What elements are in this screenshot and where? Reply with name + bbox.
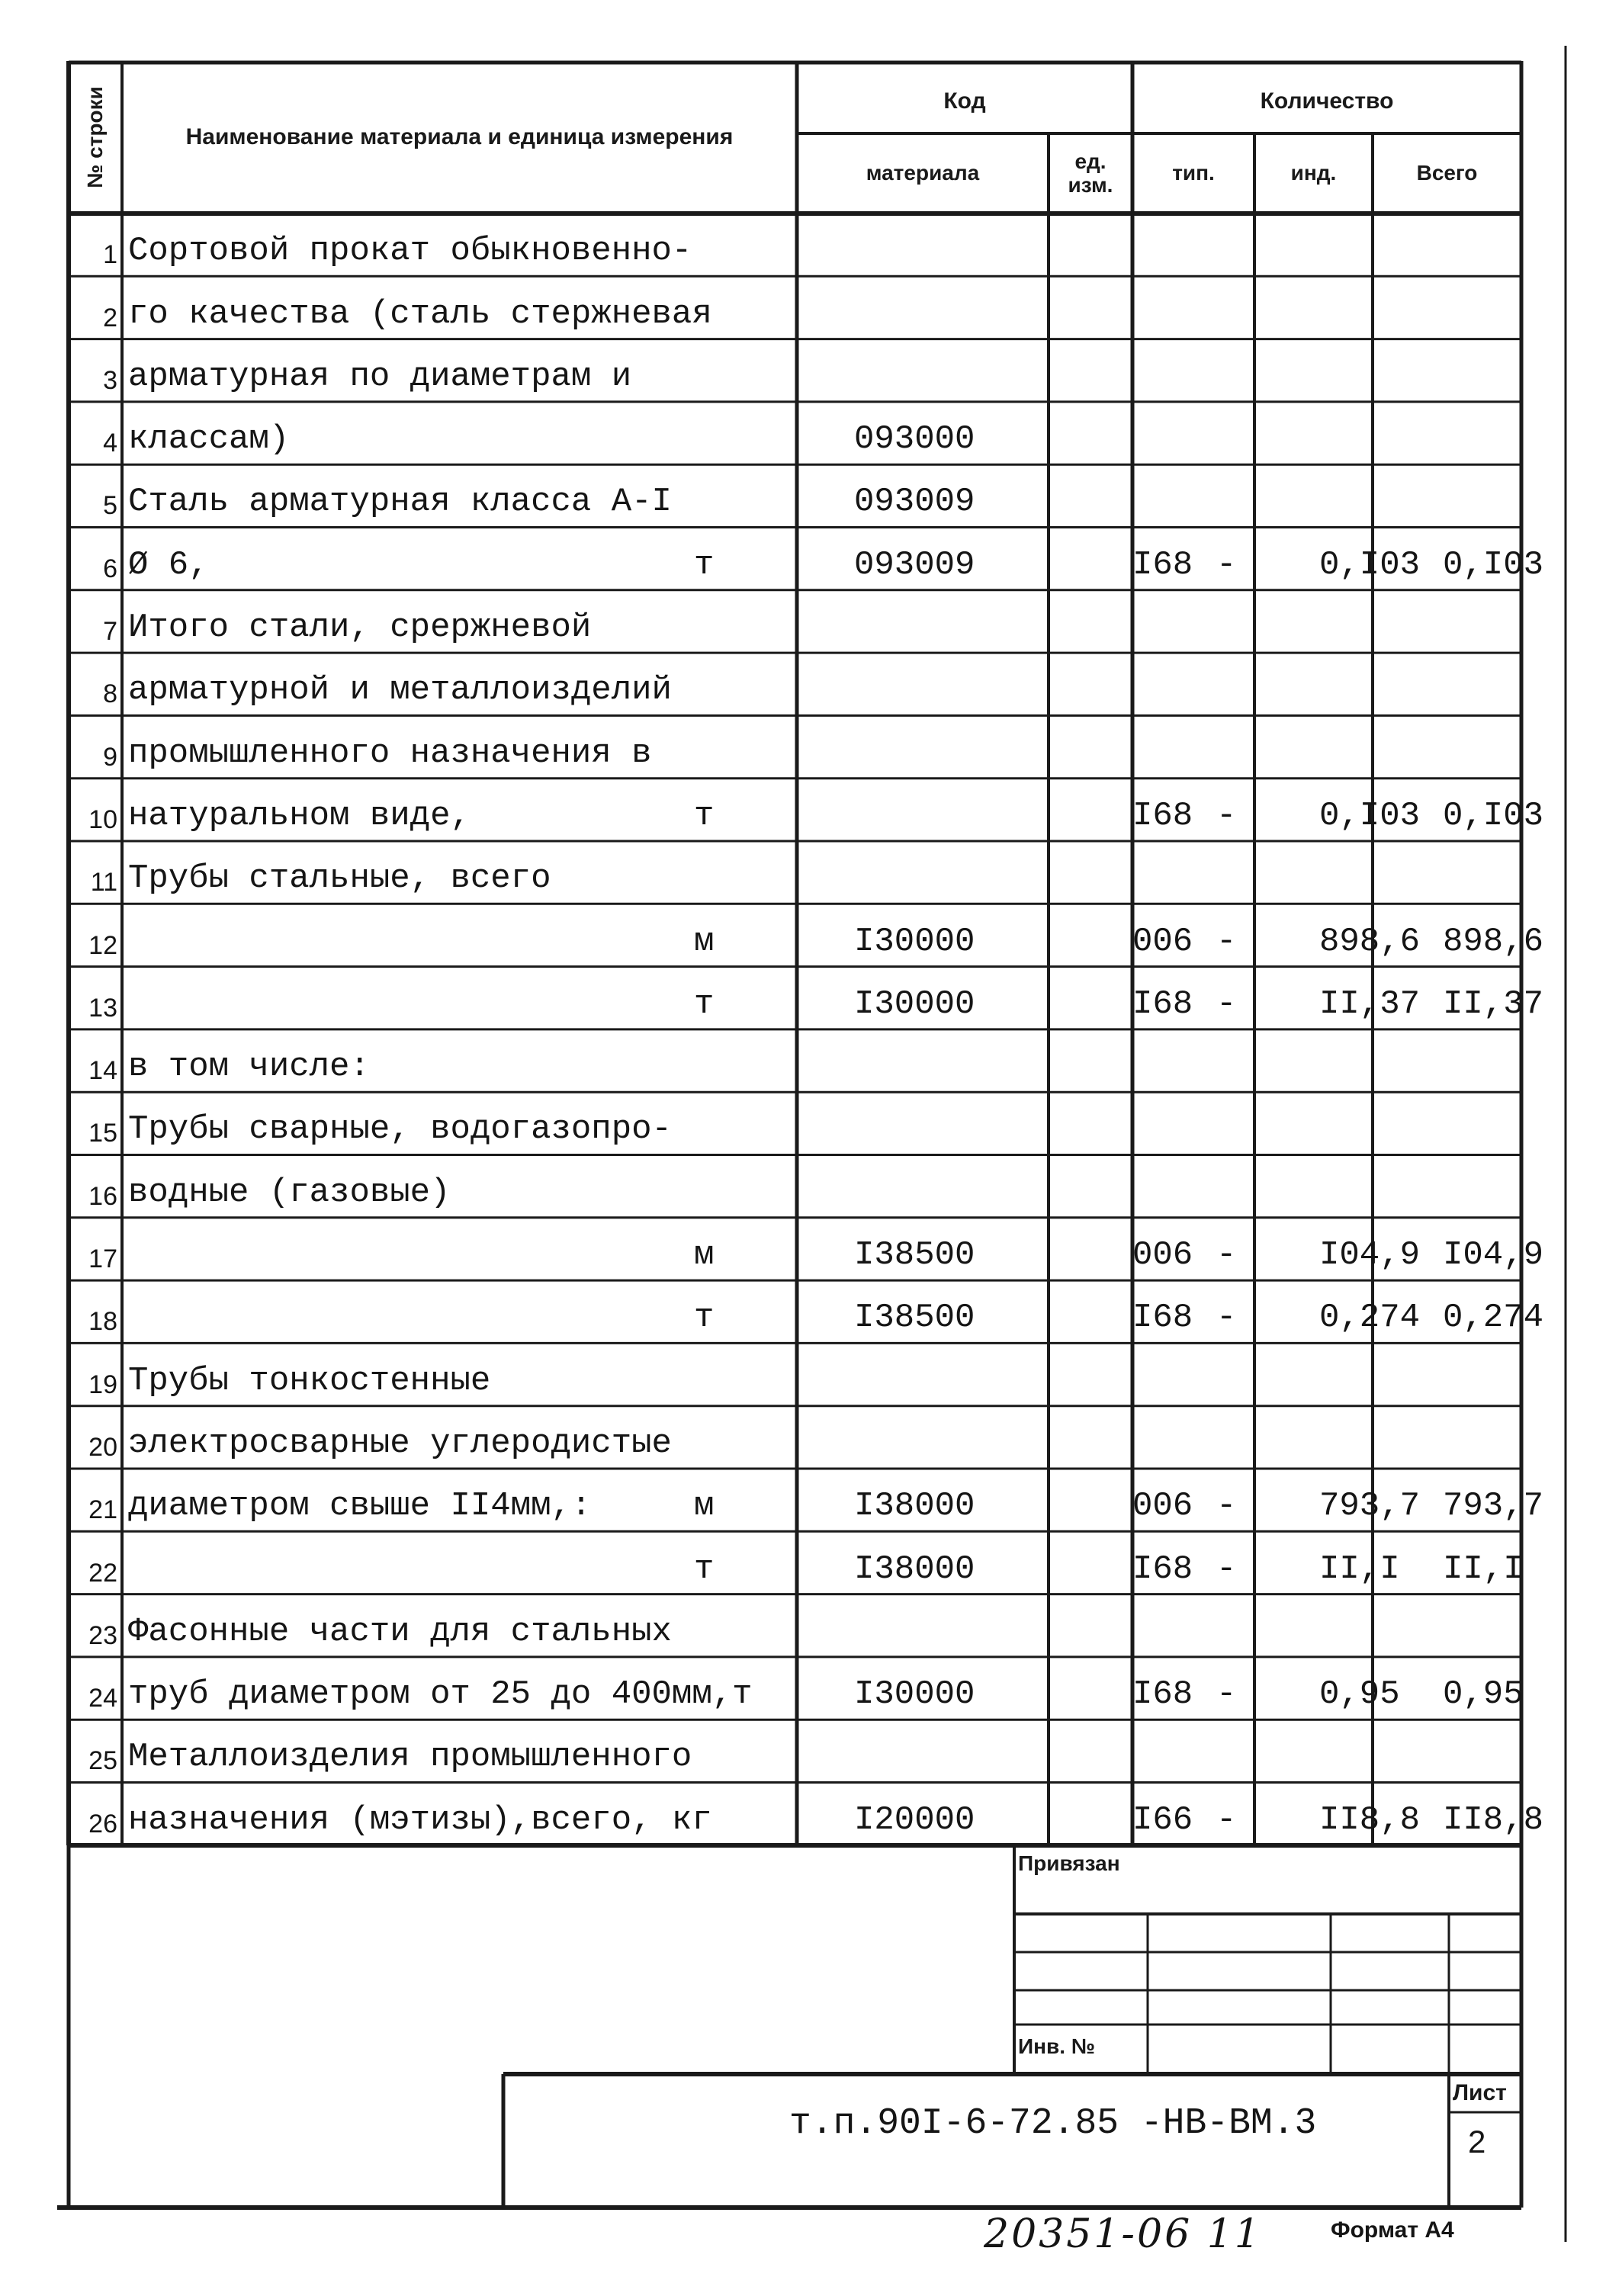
header-row-number-label: № строки xyxy=(83,86,107,188)
row-number: 16 xyxy=(88,1181,117,1211)
table-row xyxy=(69,715,1521,778)
unit-code xyxy=(1132,1029,1205,1092)
qty-typical xyxy=(1201,339,1323,402)
material-code: I38500 xyxy=(854,1299,975,1337)
qty-typical: - xyxy=(1216,796,1237,835)
row-number: 12 xyxy=(88,930,117,960)
table-row xyxy=(69,779,1544,841)
unit-of-measure: т xyxy=(694,796,715,835)
material-code xyxy=(831,214,1121,276)
table-row xyxy=(69,1531,1524,1594)
table-row xyxy=(69,1720,1521,1782)
unit-of-measure xyxy=(694,276,801,339)
material-code: I38500 xyxy=(854,1236,975,1275)
material-code xyxy=(831,1720,1121,1782)
material-name: Итого стали, срержневой xyxy=(128,609,592,647)
qty-individual xyxy=(1319,1594,1441,1657)
row-number: 20 xyxy=(88,1432,117,1462)
qty-individual xyxy=(1319,1092,1441,1154)
unit-code xyxy=(1132,1343,1205,1405)
qty-total xyxy=(1441,276,1563,339)
qty-typical: - xyxy=(1216,922,1237,961)
qty-typical xyxy=(1201,1406,1323,1469)
row-number: 21 xyxy=(88,1495,117,1525)
material-code xyxy=(831,276,1121,339)
row-number: 5 xyxy=(103,491,117,521)
qty-typical: - xyxy=(1216,984,1237,1023)
table-row xyxy=(69,653,1521,715)
table-row xyxy=(69,1029,1521,1092)
sheet-label: Лист xyxy=(1453,2080,1507,2105)
qty-individual: I04,9 xyxy=(1319,1236,1421,1275)
sheet-number: 2 xyxy=(1468,2124,1486,2160)
row-number: 3 xyxy=(103,365,117,395)
unit-code: I68 xyxy=(1132,796,1193,835)
material-name: труб диаметром от 25 до 400мм,т xyxy=(128,1675,753,1714)
table-row xyxy=(69,1155,1521,1218)
table-row xyxy=(69,528,1544,590)
unit-of-measure xyxy=(694,1406,801,1469)
material-name: классам) xyxy=(128,420,290,459)
unit-of-measure xyxy=(694,841,801,904)
material-code: I38000 xyxy=(854,1549,975,1588)
qty-typical: - xyxy=(1216,1299,1237,1337)
material-code xyxy=(831,1343,1121,1405)
material-name: Трубы стальные, всего xyxy=(128,859,551,898)
row-number: 25 xyxy=(88,1746,117,1776)
unit-of-measure xyxy=(694,1594,801,1657)
unit-code xyxy=(1132,1720,1205,1782)
unit-code xyxy=(1132,276,1205,339)
qty-total xyxy=(1441,1155,1563,1218)
row-number: 17 xyxy=(88,1244,117,1274)
material-code xyxy=(831,1406,1121,1469)
unit-of-measure: т xyxy=(694,545,715,584)
material-name: назначения (мэтизы),всего, кг xyxy=(128,1800,712,1839)
material-code: 093000 xyxy=(854,420,975,459)
table-row xyxy=(69,1594,1521,1657)
unit-code xyxy=(1132,590,1205,653)
unit-code xyxy=(1132,214,1205,276)
qty-typical xyxy=(1201,1092,1323,1154)
qty-individual xyxy=(1319,276,1441,339)
qty-total: II,I xyxy=(1443,1549,1524,1588)
qty-total xyxy=(1441,1406,1563,1469)
table-row xyxy=(69,841,1521,904)
unit-code: I68 xyxy=(1132,545,1193,584)
unit-of-measure xyxy=(694,1029,801,1092)
bound-label: Привязан xyxy=(1018,1851,1120,1875)
unit-code: I68 xyxy=(1132,1299,1193,1337)
row-number: 10 xyxy=(88,804,117,834)
header-code-material: материала xyxy=(866,161,980,185)
material-code: I30000 xyxy=(854,922,975,961)
unit-code xyxy=(1132,715,1205,778)
qty-typical: - xyxy=(1216,1549,1237,1588)
unit-code xyxy=(1132,841,1205,904)
material-code: I30000 xyxy=(854,984,975,1023)
qty-individual: II8,8 xyxy=(1319,1800,1421,1839)
material-code: I20000 xyxy=(854,1800,975,1839)
row-number: 9 xyxy=(103,742,117,772)
header-row-number xyxy=(69,61,122,214)
row-number: 4 xyxy=(103,429,117,458)
qty-typical: - xyxy=(1216,1675,1237,1714)
row-number: 6 xyxy=(103,554,117,583)
qty-total xyxy=(1441,653,1563,715)
qty-individual: 0,95 xyxy=(1319,1675,1400,1714)
unit-of-measure xyxy=(694,1720,801,1782)
unit-of-measure: м xyxy=(694,1236,715,1275)
row-number: 19 xyxy=(88,1370,117,1399)
qty-typical xyxy=(1201,402,1323,464)
material-name: Трубы тонкостенные xyxy=(128,1361,491,1400)
row-number: 22 xyxy=(88,1558,117,1588)
table-row xyxy=(69,1343,1521,1405)
qty-individual xyxy=(1319,715,1441,778)
qty-individual: 793,7 xyxy=(1319,1487,1421,1526)
unit-code xyxy=(1132,339,1205,402)
unit-of-measure xyxy=(694,653,801,715)
table-row xyxy=(69,1783,1544,1845)
qty-typical xyxy=(1201,214,1323,276)
qty-total: 793,7 xyxy=(1443,1487,1544,1526)
inventory-label: Инв. № xyxy=(1018,2034,1096,2058)
material-code xyxy=(831,590,1121,653)
material-name: промышленного назначения в xyxy=(128,734,652,772)
qty-total xyxy=(1441,464,1563,527)
material-code xyxy=(831,779,1121,841)
qty-total xyxy=(1441,402,1563,464)
qty-individual xyxy=(1319,339,1441,402)
material-code xyxy=(831,1029,1121,1092)
material-code xyxy=(831,653,1121,715)
row-number: 11 xyxy=(90,868,117,898)
unit-of-measure: м xyxy=(694,1487,715,1526)
table-row xyxy=(69,276,1521,339)
unit-code xyxy=(1132,653,1205,715)
unit-of-measure xyxy=(694,1657,801,1720)
material-name: Металлоизделия промышленного xyxy=(128,1738,692,1777)
row-number: 1 xyxy=(103,240,117,270)
unit-code xyxy=(1132,464,1205,527)
format-label: Формат А4 xyxy=(1331,2217,1454,2243)
qty-individual: 0,I03 xyxy=(1319,796,1421,835)
unit-code: I68 xyxy=(1132,984,1193,1023)
material-code xyxy=(831,841,1121,904)
table-row xyxy=(69,214,1521,276)
qty-total: 0,I03 xyxy=(1443,545,1544,584)
material-name: арматурной и металлоизделий xyxy=(128,671,672,710)
qty-individual xyxy=(1319,1343,1441,1405)
qty-typical xyxy=(1201,1155,1323,1218)
row-number: 26 xyxy=(88,1809,117,1838)
row-number: 8 xyxy=(103,679,117,709)
header-qty-typ: тип. xyxy=(1172,161,1215,185)
table-row xyxy=(69,1280,1544,1343)
header-qty-total: Всего xyxy=(1416,161,1478,185)
qty-total xyxy=(1441,339,1563,402)
qty-total: II,37 xyxy=(1443,984,1544,1023)
qty-individual xyxy=(1319,402,1441,464)
qty-total xyxy=(1441,1092,1563,1154)
qty-total: 898,6 xyxy=(1443,922,1544,961)
document-code: т.п.90I-6-72.85 -НВ-ВМ.3 xyxy=(789,2103,1317,2144)
unit-of-measure: т xyxy=(694,984,715,1023)
qty-total xyxy=(1441,1343,1563,1405)
material-code: I30000 xyxy=(854,1675,975,1714)
unit-of-measure xyxy=(694,1092,801,1154)
qty-individual: II,I xyxy=(1319,1549,1400,1588)
material-name: водные (газовые) xyxy=(128,1173,451,1212)
material-name: арматурная по диаметрам и xyxy=(128,357,632,396)
material-code: 093009 xyxy=(854,545,975,584)
table-row xyxy=(69,967,1544,1029)
row-number: 15 xyxy=(88,1119,117,1148)
material-code: 093009 xyxy=(854,483,975,522)
qty-typical xyxy=(1201,1594,1323,1657)
qty-individual: 898,6 xyxy=(1319,922,1421,961)
material-name: в том числе: xyxy=(128,1048,370,1087)
row-number: 18 xyxy=(88,1307,117,1337)
qty-total xyxy=(1441,1594,1563,1657)
header-code-unit: ед. изм. xyxy=(1068,149,1113,197)
unit-of-measure xyxy=(694,214,801,276)
qty-individual xyxy=(1319,464,1441,527)
header-code-group: Код xyxy=(943,88,986,114)
qty-total: 0,I03 xyxy=(1443,796,1544,835)
material-name: Сортовой прокат обыкновенно- xyxy=(128,232,692,271)
row-number: 2 xyxy=(103,303,117,332)
material-code xyxy=(831,339,1121,402)
unit-code xyxy=(1132,1406,1205,1469)
unit-of-measure: т xyxy=(694,1299,715,1337)
qty-typical xyxy=(1201,715,1323,778)
qty-typical: - xyxy=(1216,545,1237,584)
qty-typical xyxy=(1201,841,1323,904)
qty-total xyxy=(1441,841,1563,904)
qty-total: I04,9 xyxy=(1443,1236,1544,1275)
unit-of-measure xyxy=(694,590,801,653)
row-number: 7 xyxy=(103,617,117,647)
qty-total xyxy=(1441,1720,1563,1782)
unit-code: I68 xyxy=(1132,1675,1193,1714)
qty-total: 0,95 xyxy=(1443,1675,1524,1714)
row-number: 14 xyxy=(88,1056,117,1086)
table-row xyxy=(69,904,1544,966)
material-name: Трубы сварные, водогазопро- xyxy=(128,1110,672,1149)
unit-of-measure xyxy=(694,339,801,402)
row-number: 13 xyxy=(88,993,117,1023)
unit-of-measure: м xyxy=(694,922,715,961)
qty-typical xyxy=(1201,276,1323,339)
unit-of-measure xyxy=(694,1343,801,1405)
unit-code xyxy=(1132,1155,1205,1218)
table-row xyxy=(69,1657,1524,1720)
unit-code: I66 xyxy=(1132,1800,1193,1839)
table-row xyxy=(69,590,1521,653)
unit-code: 006 xyxy=(1132,922,1193,961)
qty-typical: - xyxy=(1216,1487,1237,1526)
qty-individual xyxy=(1319,214,1441,276)
qty-individual: 0,I03 xyxy=(1319,545,1421,584)
qty-total xyxy=(1441,1029,1563,1092)
header-quantity-group: Количество xyxy=(1260,88,1394,114)
unit-of-measure xyxy=(694,1783,801,1845)
material-name: Фасонные части для стальных xyxy=(128,1612,672,1651)
unit-code xyxy=(1132,1594,1205,1657)
material-name: натуральном виде, xyxy=(128,796,471,835)
unit-of-measure xyxy=(694,402,801,464)
unit-of-measure: т xyxy=(694,1549,715,1588)
row-number: 24 xyxy=(88,1684,117,1713)
qty-typical: - xyxy=(1216,1800,1237,1839)
qty-total: II8,8 xyxy=(1443,1800,1544,1839)
qty-typical: - xyxy=(1216,1236,1237,1275)
qty-individual xyxy=(1319,841,1441,904)
material-name: Сталь арматурная класса А-I xyxy=(128,483,672,522)
material-name: электросварные углеродистые xyxy=(128,1424,672,1463)
unit-of-measure xyxy=(694,464,801,527)
qty-typical xyxy=(1201,653,1323,715)
table-row xyxy=(69,402,1521,464)
archive-number: 20351-06 11 xyxy=(984,2211,1262,2257)
qty-total xyxy=(1441,214,1563,276)
unit-code xyxy=(1132,402,1205,464)
qty-typical xyxy=(1201,590,1323,653)
table-row xyxy=(69,1469,1544,1531)
qty-total xyxy=(1441,715,1563,778)
row-number: 23 xyxy=(88,1620,117,1650)
unit-code: I68 xyxy=(1132,1549,1193,1588)
table-row xyxy=(69,1218,1544,1280)
table-row xyxy=(69,464,1521,527)
qty-individual xyxy=(1319,590,1441,653)
qty-individual xyxy=(1319,1720,1441,1782)
qty-typical xyxy=(1201,464,1323,527)
material-code xyxy=(831,1092,1121,1154)
material-name: Ø 6, xyxy=(128,545,209,584)
unit-of-measure xyxy=(694,715,801,778)
table-row xyxy=(69,339,1521,402)
material-name: го качества (сталь стержневая xyxy=(128,294,712,333)
qty-individual: 0,274 xyxy=(1319,1299,1421,1337)
qty-total: 0,274 xyxy=(1443,1299,1544,1337)
unit-of-measure xyxy=(694,1155,801,1218)
unit-code: 006 xyxy=(1132,1487,1193,1526)
qty-typical xyxy=(1201,1029,1323,1092)
header-qty-ind: инд. xyxy=(1290,161,1337,185)
table-row xyxy=(69,1092,1521,1154)
material-code xyxy=(831,715,1121,778)
material-code xyxy=(831,1155,1121,1218)
material-name: диаметром свыше II4мм,: xyxy=(128,1487,592,1526)
header-material-name: Наименование материала и единица измерения xyxy=(185,124,734,150)
table-row xyxy=(69,1406,1521,1469)
qty-individual xyxy=(1319,1029,1441,1092)
material-code: I38000 xyxy=(854,1487,975,1526)
unit-code xyxy=(1132,1092,1205,1154)
unit-code: 006 xyxy=(1132,1236,1193,1275)
qty-individual xyxy=(1319,653,1441,715)
qty-individual: II,37 xyxy=(1319,984,1421,1023)
qty-total xyxy=(1441,590,1563,653)
qty-individual xyxy=(1319,1155,1441,1218)
material-code xyxy=(831,1594,1121,1657)
qty-typical xyxy=(1201,1720,1323,1782)
qty-typical xyxy=(1201,1343,1323,1405)
qty-individual xyxy=(1319,1406,1441,1469)
